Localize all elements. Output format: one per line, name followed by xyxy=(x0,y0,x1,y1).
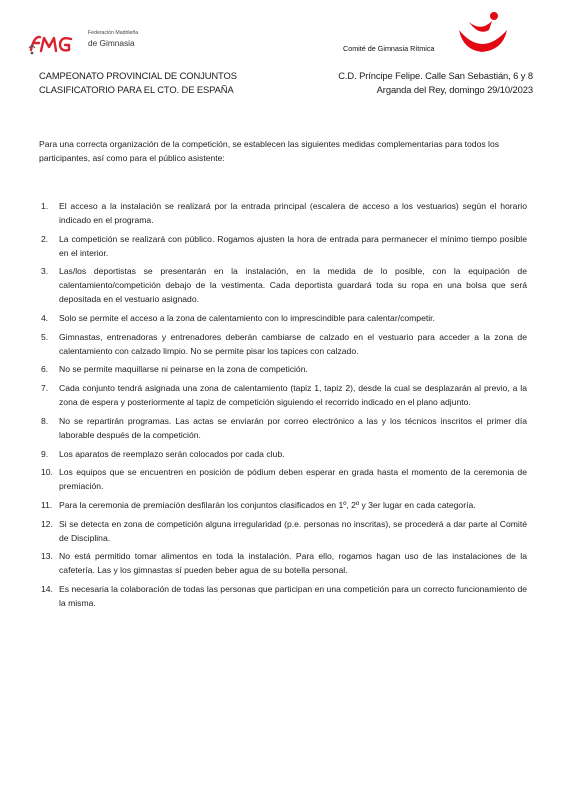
item-number: 9. xyxy=(41,448,49,459)
list-item xyxy=(41,232,527,260)
item-text: No se repartirán programas. Las actas se enviarán por correo electrónico a las y los técnicos inscritos el primer día laborable después de la competición. xyxy=(59,415,527,440)
item-text: No se permite maquillarse ni peinarse en la zona de competición. xyxy=(59,364,308,375)
list-item xyxy=(41,549,527,577)
item-text: Solo se permite el acceso a la zona de calentamiento con lo imprescindible para calentar/competir. xyxy=(59,313,435,324)
item-number: 14. xyxy=(41,583,53,594)
list-item xyxy=(41,582,527,610)
federation-logo xyxy=(28,30,168,56)
event-venue-line1: C.D. Príncipe Felipe. Calle San Sebastián, 6 y 8 xyxy=(338,70,533,81)
item-text: Es necesaria la colaboración de todas las personas que participan en una competición para un correcto funcionamiento de la misma. xyxy=(59,583,527,608)
list-item xyxy=(41,447,527,461)
item-number: 4. xyxy=(41,313,49,324)
item-number: 12. xyxy=(41,518,53,529)
item-text: Para la ceremonia de premiación desfilarán los conjuntos clasificados en 1º, 2º y 3er lugar en cada categoría. xyxy=(59,499,476,510)
list-item xyxy=(41,330,527,358)
event-venue xyxy=(338,69,533,96)
gymnast-ribbon-icon xyxy=(455,10,509,54)
item-number: 13. xyxy=(41,551,53,562)
item-text: El acceso a la instalación se realizará por la entrada principal (escalera de acceso a los vestuarios) según el horario indicado en el programa. xyxy=(59,201,527,225)
list-item xyxy=(41,362,527,376)
list-item xyxy=(41,517,527,545)
list-item xyxy=(41,465,527,493)
item-number: 6. xyxy=(41,364,49,375)
item-number: 10. xyxy=(41,467,53,478)
committee-name: Comité de Gimnasia Rítmica xyxy=(343,44,435,53)
item-number: 5. xyxy=(41,331,49,342)
event-title-line2: CLASIFICATORIO PARA EL CTO. DE ESPAÑA xyxy=(39,83,234,95)
federation-name-line2: de Gimnasia xyxy=(88,38,135,48)
measures-list xyxy=(41,199,527,615)
list-item xyxy=(41,498,527,512)
item-text: No está permitido tomar alimentos en toda la instalación. Para ello, rogamos hagan uso de las instalaciones de la cafetería. Las y los gimnastas sí pueden beber agua de su botella personal. xyxy=(59,551,527,576)
item-text: Si se detecta en zona de competición alguna irregularidad (p.e. personas no inscritas), se procederá a dar parte al Comité de Disciplina. xyxy=(59,518,527,543)
item-text: Cada conjunto tendrá asignada una zona de calentamiento (tapiz 1, tapiz 2), desde la cual se desplazarán al previo, a la zona de espera y posteriormente al tapiz de competición siguiendo el recorrido indicado en el plano adjunto. xyxy=(59,383,527,408)
item-number: 3. xyxy=(41,266,49,277)
intro-paragraph: Para una correcta organización de la competición, se establecen las siguientes medidas complementarias para todos los participantes, así como para el público asistente: xyxy=(39,139,500,163)
item-number: 7. xyxy=(41,383,49,394)
federation-logo-mark-icon xyxy=(28,30,86,56)
list-item xyxy=(41,199,527,227)
item-text: Gimnastas, entrenadoras y entrenadores deberán cambiarse de calzado en el vestuario para acceder a la zona de calentamiento con calzado limpio. No se permite pisar los tapices con calzado. xyxy=(59,331,527,356)
item-text: Las/los deportistas se presentarán en la instalación, en la medida de lo posible, con la equipación de calentamiento/competición debajo de la vestimenta. Cada deportista guardará toda su ropa en una bolsa que será depositada en el vestuario asignado. xyxy=(59,266,527,305)
item-text: La competición se realizará con público. Rogamos ajusten la hora de entrada para permanecer el mínimo tiempo posible en el interior. xyxy=(59,233,527,258)
list-item xyxy=(41,381,527,409)
item-text: Los aparatos de reemplazo serán colocados por cada club. xyxy=(59,448,285,459)
event-title-line1: CAMPEONATO PROVINCIAL DE CONJUNTOS xyxy=(39,70,237,81)
item-number: 1. xyxy=(41,201,49,211)
item-number: 2. xyxy=(41,233,49,244)
item-text: Los equipos que se encuentren en posición de pódium deben esperar en grada hasta el momento de la ceremonia de premiación. xyxy=(59,467,527,492)
item-number: 8. xyxy=(41,415,49,426)
item-number: 11. xyxy=(41,499,53,510)
list-item xyxy=(41,311,527,325)
event-title xyxy=(39,69,237,96)
list-item xyxy=(41,414,527,442)
list-item xyxy=(41,264,527,306)
federation-name-line1: Federación Madrileña xyxy=(88,30,139,36)
event-venue-line2: Arganda del Rey, domingo 29/10/2023 xyxy=(376,83,533,95)
